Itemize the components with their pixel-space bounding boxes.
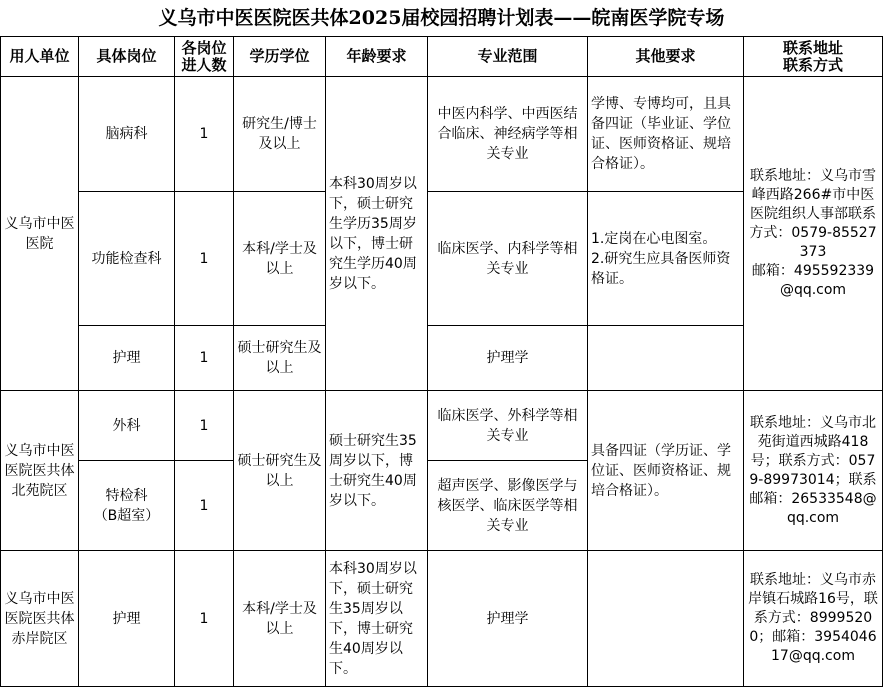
page-title: 义乌市中医医院医共体2025届校园招聘计划表——皖南医学院专场 <box>158 7 725 29</box>
count-cell: 1 <box>175 461 234 551</box>
post-cell: 护理 <box>79 551 175 687</box>
edu-cell: 硕士研究生及以上 <box>234 326 326 391</box>
header-education: 学历学位 <box>234 37 326 77</box>
other-cell: 1.定岗在心电图室。 2.研究生应具备医师资格证。 <box>588 192 744 326</box>
edu-cell: 本科/学士及以上 <box>234 192 326 326</box>
post-cell: 特检科 （B超室） <box>79 461 175 551</box>
major-cell: 临床医学、内科学等相关专业 <box>428 192 588 326</box>
post-cell: 功能检查科 <box>79 192 175 326</box>
other-cell: 学博、专博均可，且具备四证（毕业证、学位证、医师资格证、规培合格证）。 <box>588 77 744 192</box>
major-cell: 超声医学、影像医学与核医学、临床医学等相关专业 <box>428 461 588 551</box>
table-row <box>1 391 883 461</box>
header-headcount: 各岗位 进人数 <box>175 37 234 77</box>
post-cell: 脑病科 <box>79 77 175 192</box>
major-cell: 临床医学、外科学等相关专业 <box>428 391 588 461</box>
unit-cell: 义乌市中医医院医共体北苑院区 <box>1 391 79 551</box>
edu-cell: 本科/学士及以上 <box>234 551 326 687</box>
count-cell: 1 <box>175 551 234 687</box>
header-age: 年龄要求 <box>326 37 428 77</box>
contact-cell: 联系地址：义乌市北苑街道西城路418号；联系方式：0579-89973014；联系邮箱：26533548@qq.com <box>744 391 883 551</box>
count-cell: 1 <box>175 391 234 461</box>
other-cell <box>588 326 744 391</box>
other-cell: 具备四证（学历证、学位证、医师资格证、规培合格证）。 <box>588 391 744 551</box>
table-row <box>1 551 883 687</box>
age-cell: 本科30周岁以下，硕士研究生35周岁以下，博士研究生40周岁以下。 <box>326 551 428 687</box>
age-cell: 本科30周岁以下，硕士研究生学历35周岁以下，博士研究生学历40周岁以下。 <box>326 77 428 391</box>
recruitment-table <box>0 36 883 687</box>
post-cell: 护理 <box>79 326 175 391</box>
major-cell: 护理学 <box>428 551 588 687</box>
count-cell: 1 <box>175 77 234 192</box>
contact-cell: 联系地址：义乌市雪峰西路266#市中医医院组织人事部联系方式：0579-85527373 邮箱：495592339@qq.com <box>744 77 883 391</box>
count-cell: 1 <box>175 326 234 391</box>
edu-cell: 硕士研究生及以上 <box>234 391 326 551</box>
unit-cell: 义乌市中医医院 <box>1 77 79 391</box>
contact-cell: 联系地址：义乌市赤岸镇石城路16号，联系方式：89995200；邮箱：395404617@qq.com <box>744 551 883 687</box>
count-cell: 1 <box>175 192 234 326</box>
header-other: 其他要求 <box>588 37 744 77</box>
header-post: 具体岗位 <box>79 37 175 77</box>
other-cell <box>588 551 744 687</box>
header-unit: 用人单位 <box>1 37 79 77</box>
header-major: 专业范围 <box>428 37 588 77</box>
header-row <box>1 37 883 77</box>
unit-cell: 义乌市中医医院医共体赤岸院区 <box>1 551 79 687</box>
edu-cell: 研究生/博士及以上 <box>234 77 326 192</box>
header-contact: 联系地址 联系方式 <box>744 37 883 77</box>
major-cell: 护理学 <box>428 326 588 391</box>
major-cell: 中医内科学、中西医结合临床、神经病学等相关专业 <box>428 77 588 192</box>
age-cell: 硕士研究生35周岁以下，博士研究生40周岁以下。 <box>326 391 428 551</box>
post-cell: 外科 <box>79 391 175 461</box>
table-row <box>1 77 883 192</box>
